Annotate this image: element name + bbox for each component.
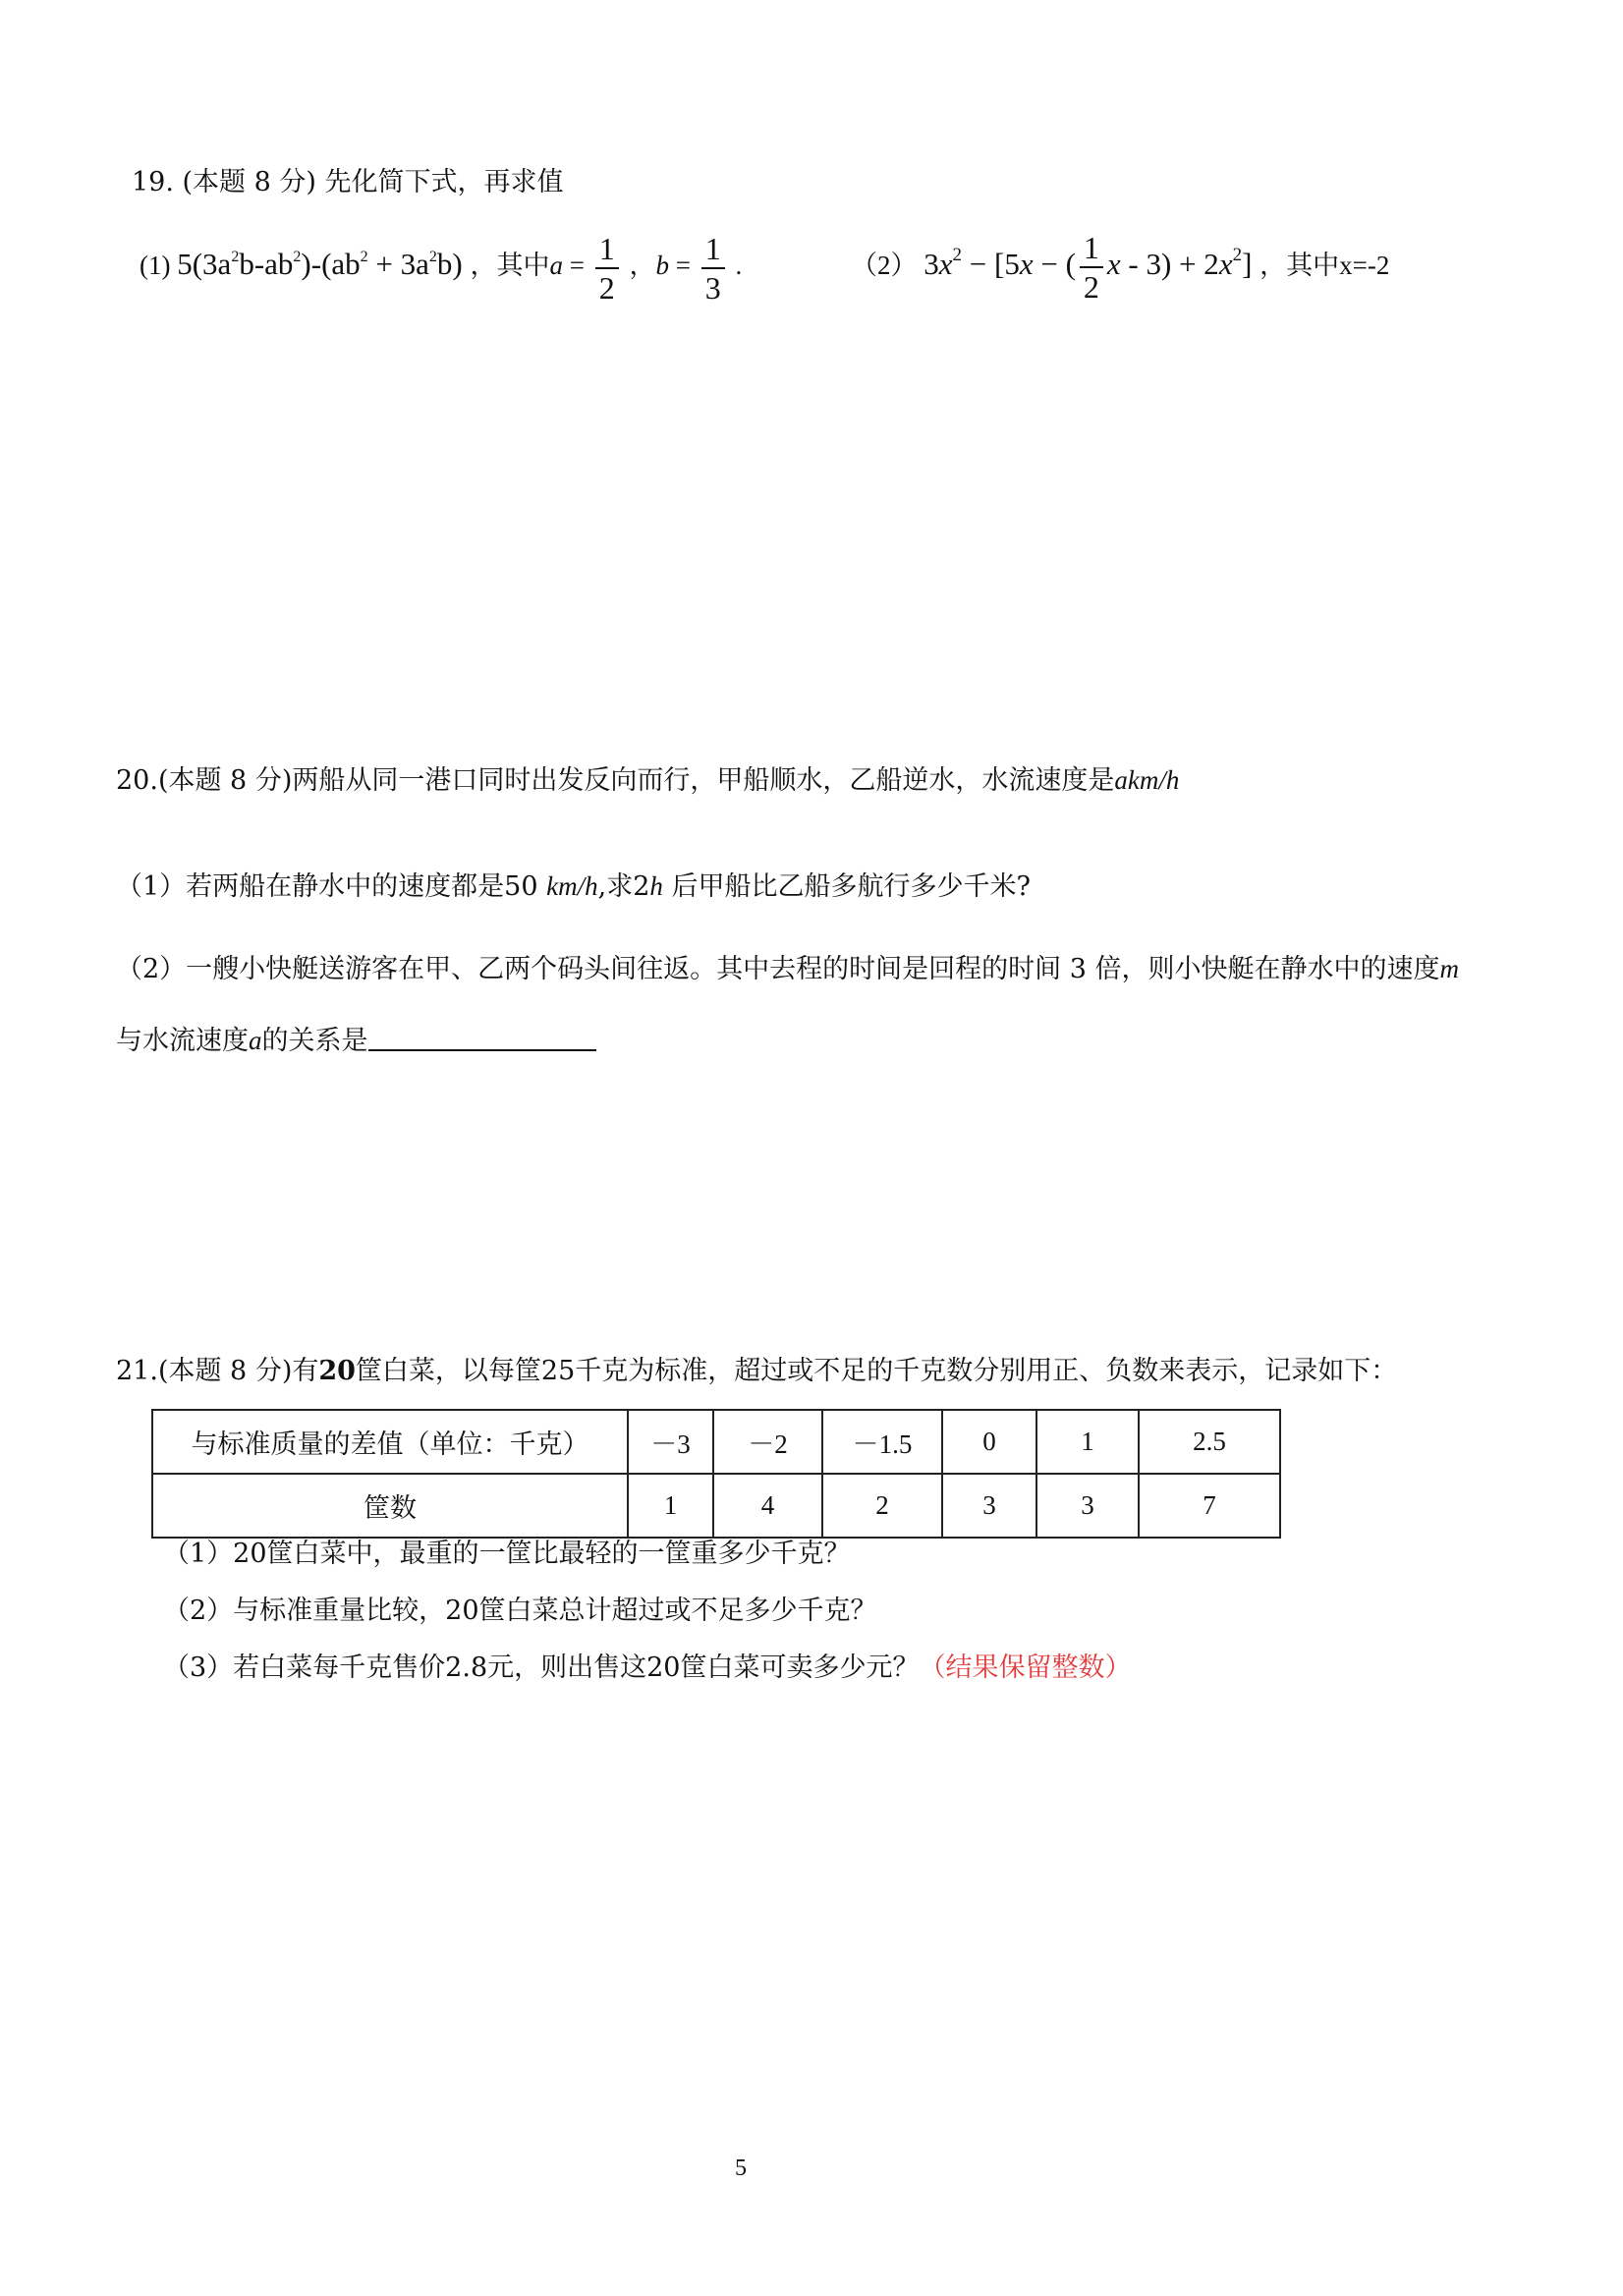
record-table	[151, 1409, 1281, 1539]
fraction-one-half: $\frac{1}{2}$	[595, 230, 619, 307]
q21-rounding-note: （结果保留整数）	[919, 1652, 1132, 1683]
q19-title: 19. (本题 8 分) 先化简下式，再求值	[132, 167, 564, 197]
q19-p2-expression: $3x^2 - [5x$ − ( $\frac{1}{2}$ $x - 3) + 2x^2$]	[923, 229, 1253, 305]
table-cell: 3	[1036, 1474, 1139, 1538]
table-header-cell: 与标准质量的差值（单位：千克）	[152, 1410, 628, 1474]
table-row	[152, 1410, 1280, 1474]
table-cell: 2.5	[1139, 1410, 1280, 1474]
table-cell: 4	[713, 1474, 822, 1538]
table-cell: －3	[628, 1410, 713, 1474]
table-header-cell: 筐数	[152, 1474, 628, 1538]
q19-p2-label: （2）	[851, 251, 918, 280]
answer-blank[interactable]	[368, 1022, 596, 1051]
q21-part1: （1）20筐白菜中，最重的一筐比最轻的一筐重多少千克？	[163, 1539, 851, 1569]
q20-part1: （1）若两船在静水中的速度都是50 km/h,求2h 后甲船比乙船多航行多少千米?	[116, 871, 1031, 902]
fraction-one-third: $\frac{1}{3}$	[701, 230, 725, 307]
table-cell: 7	[1139, 1474, 1280, 1538]
q21-part3: （3）若白菜每千克售价2.8元，则出售这20筐白菜可卖多少元？（结果保留整数）	[163, 1652, 1132, 1683]
table-cell: 2	[822, 1474, 942, 1538]
q19-part1: (1) $5(3a^2b-ab^2)-(ab^2 + 3a^2b)$ ，其中a = $\frac{1}{2}$ ，b = $\frac{1}{3}$ .	[140, 230, 743, 306]
q19-p1-where: ，其中	[470, 251, 550, 280]
table-cell: 1	[1036, 1410, 1139, 1474]
q19-p1-expression: $5(3a^2b-ab^2)-(ab^2 + 3a^2b)$	[177, 247, 463, 281]
q19-p1-label: (1)	[140, 251, 171, 280]
q20-title: 20.(本题 8 分)两船从同一港口同时出发反向而行，甲船顺水，乙船逆水，水流速度是akm/h	[116, 765, 1180, 796]
q19-part2	[851, 216, 1390, 305]
table-cell: －1.5	[822, 1410, 942, 1474]
table-cell: 0	[942, 1410, 1036, 1474]
q21-part2: （2）与标准重量比较，20筐白菜总计超过或不足多少千克？	[163, 1596, 877, 1626]
q19-p2-where: ，其中x=-2	[1259, 251, 1390, 280]
q21-title: 21.(本题 8 分)有20筐白菜，以每筐25千克为标准，超过或不足的千克数分别用正、负数来表示，记录如下：	[116, 1356, 1398, 1386]
table-cell: 1	[628, 1474, 713, 1538]
page-number: 5	[735, 2156, 747, 2181]
fraction-one-half-2: $\frac{1}{2}$	[1080, 229, 1103, 306]
q20-part2-line1: （2）一艘小快艇送游客在甲、乙两个码头间往返。其中去程的时间是回程的时间 3 倍，则小快艇在静水中的速度m	[116, 954, 1460, 984]
table-cell: －2	[713, 1410, 822, 1474]
table-row	[152, 1474, 1280, 1538]
q20-part2-line2: 与水流速度a的关系是	[116, 1022, 596, 1059]
table-cell: 3	[942, 1474, 1036, 1538]
